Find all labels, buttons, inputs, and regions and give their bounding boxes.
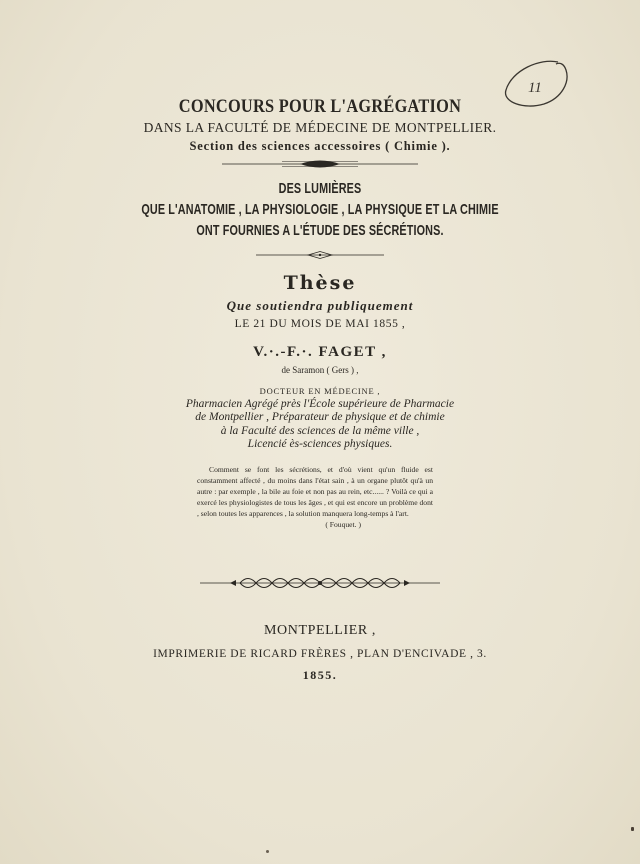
- ornament-divider-top: [222, 158, 418, 170]
- section-line: Section des sciences accessoires ( Chimie ).: [189, 139, 451, 153]
- author-name: V.·.-F.·. FAGET ,: [253, 344, 387, 360]
- imprint-city: MONTPELLIER ,: [263, 623, 376, 638]
- faculty-line: DANS LA FACULTÉ DE MÉDECINE DE MONTPELLIER.: [143, 120, 497, 135]
- defense-date: LE 21 DU MOIS DE MAI 1855 ,: [234, 318, 406, 330]
- thesis-defense-line: Que soutiendra publiquement: [226, 298, 414, 313]
- imprint-year: 1855.: [302, 668, 338, 682]
- author-qualifications: [0, 398, 640, 451]
- subject-line-1: DES LUMIÈRES: [278, 180, 362, 197]
- ornament-divider-middle: [256, 250, 384, 260]
- author-origin: de Saramon ( Gers ) ,: [281, 365, 359, 375]
- epigraph-text: Comment se font les sécrétions, et d'où vient qu'un fluide est constamment affecté , du moins dans l'état sain , à un organe plutôt qu'à un autre : par exemple , la bile au foie et non pas au rein, etc...... ? Voilà ce qui a exercé les physiologistes de tous les âges , et qui est encore un problème dont , selon toutes les apparences , la solution manquera long-temps à l'art.: [197, 465, 433, 518]
- qualification-line: Licencié ès-sciences physiques.: [247, 437, 393, 450]
- imprint-printer: IMPRIMERIE DE RICARD FRÈRES , PLAN D'ENCIVADE , 3.: [153, 648, 487, 660]
- subject-line-2: QUE L'ANATOMIE , LA PHYSIOLOGIE , LA PHYSIQUE ET LA CHIMIE: [141, 201, 499, 218]
- subject-line-3: ONT FOURNIES A L'ÉTUDE DES SÉCRÉTIONS.: [196, 222, 444, 239]
- qualification-line: Pharmacien Agrégé près l'École supérieure de Pharmacie: [185, 398, 455, 410]
- ink-speck: [631, 827, 634, 831]
- epigraph-quote: [197, 464, 433, 530]
- qualification-line: de Montpellier , Préparateur de physique et de chimie: [195, 411, 445, 424]
- author-degree: DOCTEUR EN MÉDECINE ,: [259, 386, 381, 396]
- handwritten-page-number: 11: [528, 80, 542, 96]
- qualification-line: à la Faculté des sciences de la même ville ,: [220, 424, 420, 437]
- document-title: CONCOURS POUR L'AGRÉGATION: [178, 96, 462, 117]
- ink-speck: [266, 850, 269, 853]
- thesis-heading: Thèse: [283, 272, 357, 294]
- ornament-flourish: [200, 572, 440, 594]
- epigraph-attribution: ( Fouquet. ): [325, 520, 361, 529]
